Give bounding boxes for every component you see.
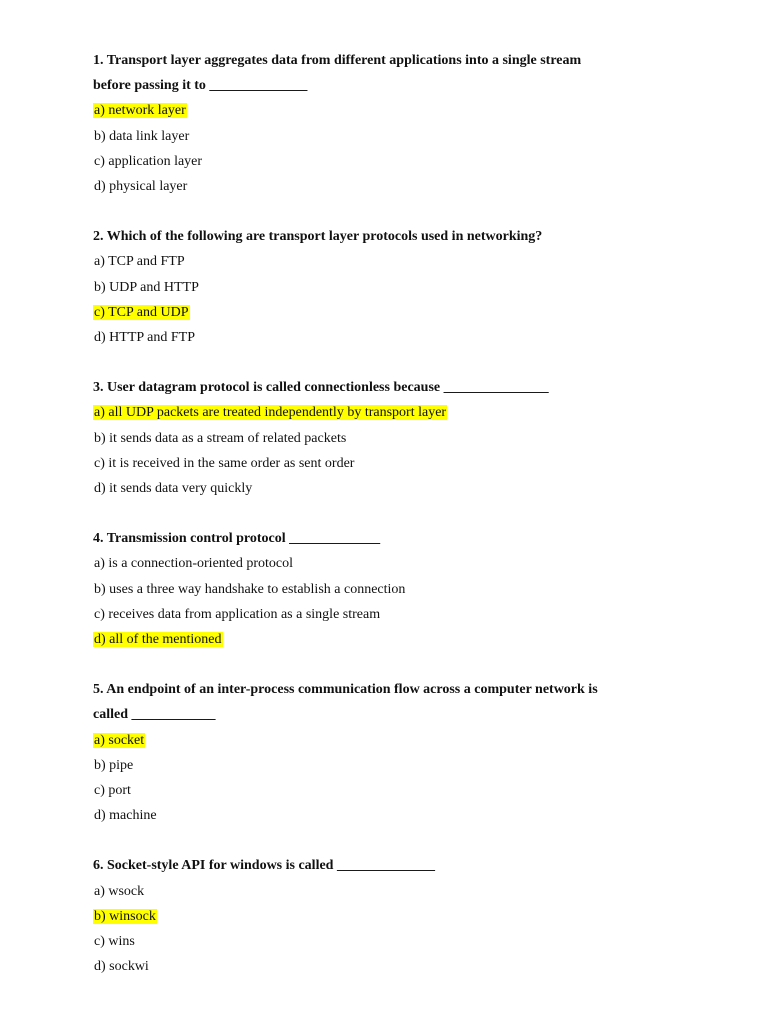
question-4 [93, 526, 708, 652]
option-label: b) it sends data as a stream of related packets [94, 430, 347, 446]
option-b [93, 124, 708, 149]
option-label: d) sockwi [94, 959, 149, 975]
option-label: a) all UDP packets are treated independently by transport layer [94, 405, 447, 421]
question-5 [93, 677, 708, 828]
question-1 [93, 48, 708, 199]
option-c [93, 929, 708, 954]
question-text: 4. Transmission control protocol _____________ [93, 531, 381, 547]
option-label: c) receives data from application as a single stream [94, 606, 381, 622]
option-label: c) application layer [94, 153, 203, 169]
option-b [93, 577, 708, 602]
option-d [93, 803, 708, 828]
option-label: d) physical layer [94, 179, 188, 195]
option-label: b) data link layer [94, 128, 190, 144]
option-label: d) all of the mentioned [94, 632, 222, 648]
option-b-highlighted [93, 904, 708, 929]
option-label: b) uses a three way handshake to establish a connection [94, 581, 406, 597]
option-a [93, 879, 708, 904]
option-b [93, 275, 708, 300]
option-label: a) socket [94, 732, 145, 748]
question-text: 1. Transport layer aggregates data from different applications into a single stream [93, 53, 582, 68]
option-label: d) it sends data very quickly [94, 481, 253, 497]
question-6 [93, 853, 708, 979]
option-a [93, 551, 708, 576]
option-a [93, 249, 708, 274]
option-label: d) machine [94, 808, 157, 824]
option-d [93, 325, 708, 350]
option-d-highlighted [93, 627, 708, 652]
option-label: a) wsock [94, 883, 145, 899]
option-label: b) winsock [94, 908, 156, 924]
option-b [93, 753, 708, 778]
question-2 [93, 224, 708, 350]
option-label: d) HTTP and FTP [94, 330, 195, 346]
option-label: b) UDP and HTTP [94, 279, 199, 295]
question-text: 5. An endpoint of an inter-process communication flow across a computer network is [93, 682, 598, 698]
question-text: 2. Which of the following are transport layer protocols used in networking? [93, 229, 543, 245]
option-c [93, 451, 708, 476]
option-d [93, 476, 708, 501]
question-text: before passing it to ______________ [93, 78, 308, 94]
question-text: 3. User datagram protocol is called connectionless because _______________ [93, 380, 549, 396]
question-text: 6. Socket-style API for windows is called ______________ [93, 858, 435, 874]
option-c [93, 778, 708, 803]
option-label: a) is a connection-oriented protocol [94, 556, 294, 572]
option-c [93, 149, 708, 174]
option-label: a) TCP and FTP [94, 254, 185, 270]
option-label: b) pipe [94, 757, 134, 773]
option-a-highlighted [93, 400, 708, 425]
option-a-highlighted [93, 98, 708, 123]
option-d [93, 954, 708, 979]
option-label: c) it is received in the same order as sent order [94, 455, 355, 471]
question-3 [93, 375, 708, 501]
option-label: c) wins [94, 934, 135, 950]
question-text: called ____________ [93, 707, 216, 723]
option-label: a) network layer [94, 103, 186, 119]
option-label: c) TCP and UDP [94, 304, 189, 320]
option-c [93, 602, 708, 627]
option-b [93, 426, 708, 451]
option-a-highlighted [93, 728, 708, 753]
option-c-highlighted [93, 300, 708, 325]
option-d [93, 174, 708, 199]
option-label: c) port [94, 783, 131, 799]
